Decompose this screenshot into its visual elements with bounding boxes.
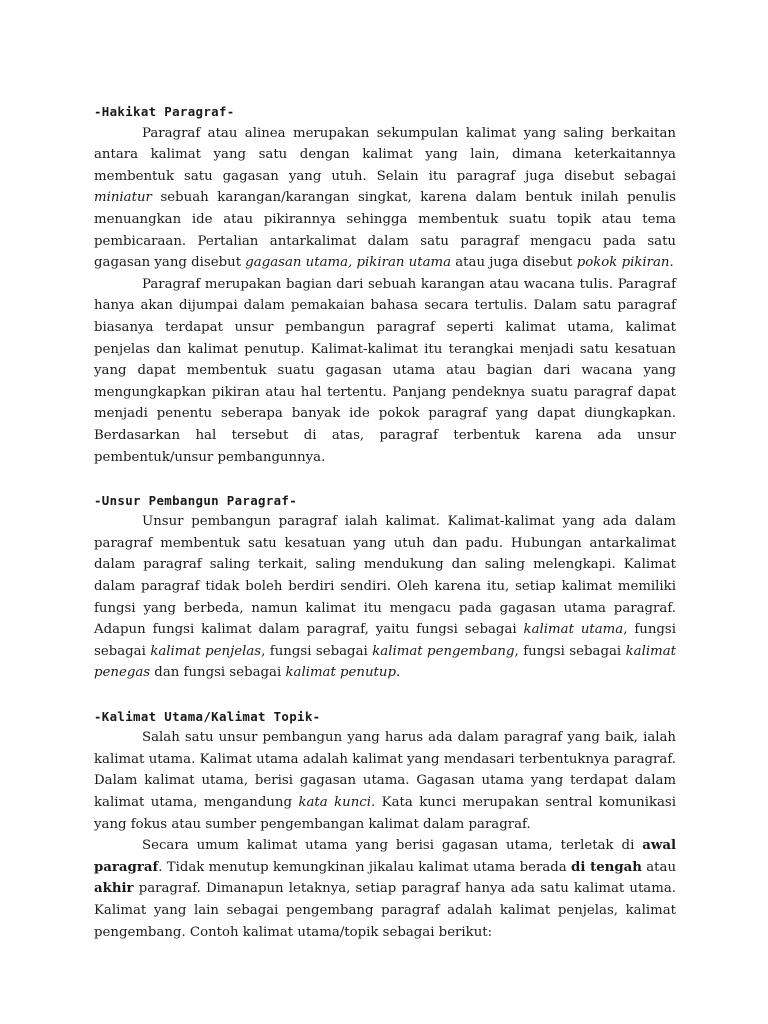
section-heading: -Kalimat Utama/Kalimat Topik- [94,708,321,724]
italic-term: pokok pikiran [576,255,670,271]
text-run: Paragraf atau alinea merupakan sekumpulan kalimat yang saling berkaitan antara kalimat yang satu dengan kalimat yang lain, dimana keterkaitannya membentuk satu gagasan yang utuh. Selain itu paragraf juga disebut sebagai [94,125,676,184]
text-run: . [395,665,401,681]
section-hakikat-paragraf [94,101,676,468]
document-page [94,101,676,943]
italic-term: kalimat penegas [94,643,676,681]
section-kalimat-utama [94,706,676,944]
text-run: Paragraf merupakan bagian dari sebuah karangan atau wacana tulis. Paragraf hanya akan dijumpai dalam pemakaian bahasa secara tertulis. Dalam satu paragraf biasanya terdapat unsur pembangun paragraf seperti kalimat utama, kalimat penjelas dan kalimat penutup. Kalimat-kalimat itu terangkai menjadi satu kesatuan yang dapat membentuk suatu gagasan utama atau bagian dari wacana yang mengungkapkan pikiran atau hal tertentu. Panjang pendeknya suatu paragraf dapat menjadi penentu seberapa banyak ide pokok paragraf yang dapat diungkapkan. Berdasarkan hal tersebut di atas, paragraf terbentuk karena ada unsur pembentuk/unsur pembangunnya. [94,276,676,465]
text-run: , fungsi sebagai [514,643,626,659]
text-run: Salah satu unsur pembangun yang harus ada dalam paragraf yang baik, ialah kalimat utama. Kalimat utama adalah kalimat yang mendasari terbentuknya paragraf. Dalam kalimat utama, berisi gagasan utama. Gagasan utama yang terdapat dalam kalimat utama, mengandung [94,730,676,810]
italic-term: kalimat penjelas [150,643,262,659]
body-paragraph [94,727,676,835]
text-run: atau [641,859,677,875]
text-run: atau juga disebut [451,255,577,271]
text-run: . Tidak menutup kemungkinan jikalau kalimat utama berada [158,859,572,875]
bold-term: akhir [94,881,134,897]
text-run: , fungsi sebagai [94,622,677,659]
italic-term: gagasan utama, pikiran utama [245,255,452,271]
text-run: Secara umum kalimat utama yang berisi gagasan utama, terletak di [142,838,643,854]
body-paragraph [94,274,676,468]
italic-term: kalimat utama [523,622,624,638]
text-run: . [669,255,674,271]
section-unsur-pembangun-paragraf [94,490,676,684]
text-run: paragraf. Dimanapun letaknya, setiap paragraf hanya ada satu kalimat utama. Kalimat yang lain sebagai pengembang paragraf adalah kalimat penjelas, kalimat pengembang. Contoh kalimat utama/topik sebagai berikut: [94,881,676,940]
section-heading: -Hakikat Paragraf- [94,104,235,119]
italic-term: miniatur [94,190,152,206]
bold-term: di tengah [571,859,642,875]
text-run: , fungsi sebagai [261,643,373,659]
text-run: . Kata kunci merupakan sentral komunikasi yang fokus atau sumber pengembangan kalimat dalam paragraf. [94,795,677,832]
body-paragraph [94,835,676,943]
text-run: sebuah karangan/karangan singkat, karena dalam bentuk inilah penulis menuangkan ide atau pikirannya sehingga membentuk suatu topik atau tema pembicaraan. Pertalian antarkalimat dalam satu paragraf mengacu pada satu gagasan yang disebut [94,190,676,271]
text-run: dan fungsi sebagai [150,665,286,681]
section-heading: -Unsur Pembangun Paragraf- [94,492,298,508]
bold-term: awal paragraf [94,838,676,875]
body-paragraph [94,123,676,274]
italic-term: kata kunci [298,795,372,810]
body-paragraph [94,511,676,684]
italic-term: kalimat penutup [285,665,396,681]
italic-term: kalimat pengembang [372,643,515,659]
text-run: Unsur pembangun paragraf ialah kalimat. Kalimat-kalimat yang ada dalam paragraf membentuk satu kesatuan yang utuh dan padu. Hubungan antarkalimat dalam paragraf saling terkait, saling mendukung dan saling melengkapi. Kalimat dalam paragraf tidak boleh berdiri sendiri. Oleh karena itu, setiap kalimat memiliki fungsi yang berbeda, namun kalimat itu mengacu pada gagasan utama paragraf. Adapun fungsi kalimat dalam paragraf, yaitu fungsi sebagai [94,514,676,638]
